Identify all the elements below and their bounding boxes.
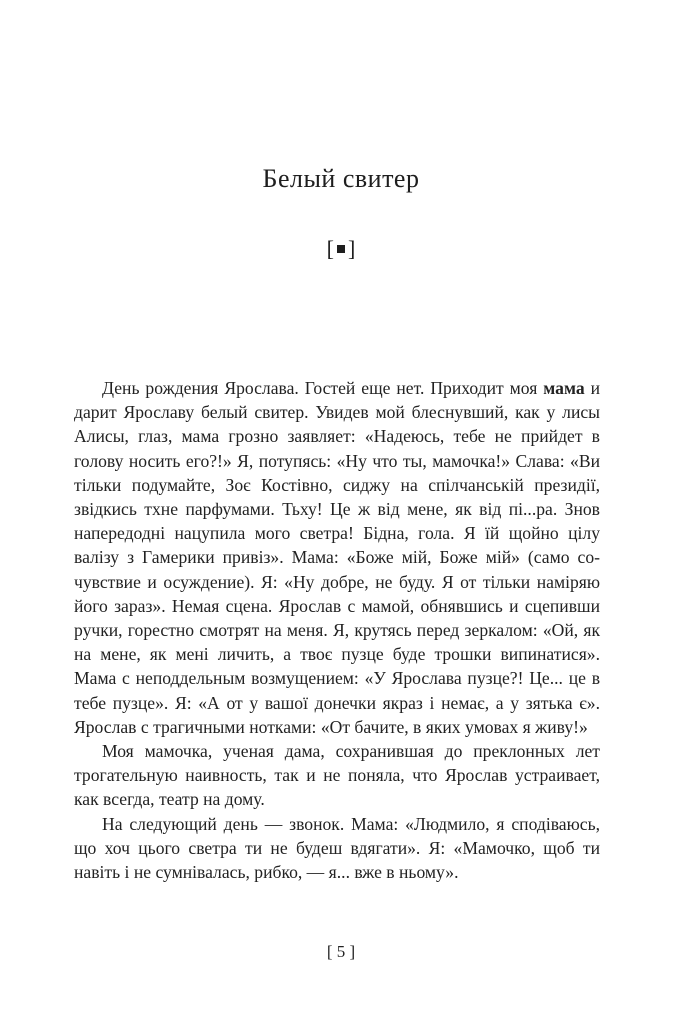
chapter-body xyxy=(74,376,600,884)
page-number: [ 5 ] xyxy=(326,942,356,961)
paragraph-1 xyxy=(74,376,600,739)
chapter-ornament xyxy=(0,236,682,262)
paragraph-1-start: День рождения Ярослава. Гостей еще нет. Приходит моя xyxy=(102,378,544,398)
ornament-square-icon xyxy=(337,245,345,253)
paragraph-2: Моя мамочка, ученая дама, сохранившая до преклонных лет трогательную наивность, так и не поняла, что Ярослав устраивает, как всегда, театр на дому. xyxy=(74,741,600,810)
chapter-title: Белый свитер xyxy=(262,164,420,193)
paragraph-3: На следующий день — звонок. Мама: «Людмило, я сподіваюсь, що хоч цього светра ти не будеш вдягати». Я: «Мамочко, щоб ти навіть і не сумнівалась, рибко, — я... вже в ньому». xyxy=(74,813,600,883)
ornament-left-bracket: [ xyxy=(326,236,334,261)
ornament-right-bracket: ] xyxy=(348,236,356,261)
paragraph-1-rest: и дарит Ярославу белый свитер. Увидев мой блеснувший, как у лисы Алисы, глаз, мама грозно заявляет: «Надеюсь, тебе не прийдет в голову носить его?!» Я, потупясь: «Ну что ты, мамочка!» Слава: «Ви тільки подумайте, Зоє Костівно, сиджу на спілчанській президії, звідкись тхне парфумами. Тьху! Це ж від мене, як від пі...ра. Знов напередодні нацупила мого светра! Бідна, гола. Я їй щойно цілу валізу з Гамерики привіз». Мама: «Боже мій, Боже мій» (само сочувствие и осуждение). Я: «Ну добре, не буду. Я от тільки наміряю його зараз». Немая сцена. Ярослав с мамой, обнявшись и сцепивши ручки, горестно смотрят на меня. Я, крутясь перед зеркалом: «Ой, як на мене, як мені личить, а твоє пузце буде трошки випинатися». Мама с неподдельным возмущением: «У Ярослава пузце?! Це... це в тебе пузце». Я: «А от у вашої донечки якраз і немає, а у зятька є». Ярослав с трагичными нотками: «От бачите, в яких умовах я живу!» xyxy=(74,378,600,737)
paragraph-1-bold-word: мама xyxy=(543,378,585,398)
